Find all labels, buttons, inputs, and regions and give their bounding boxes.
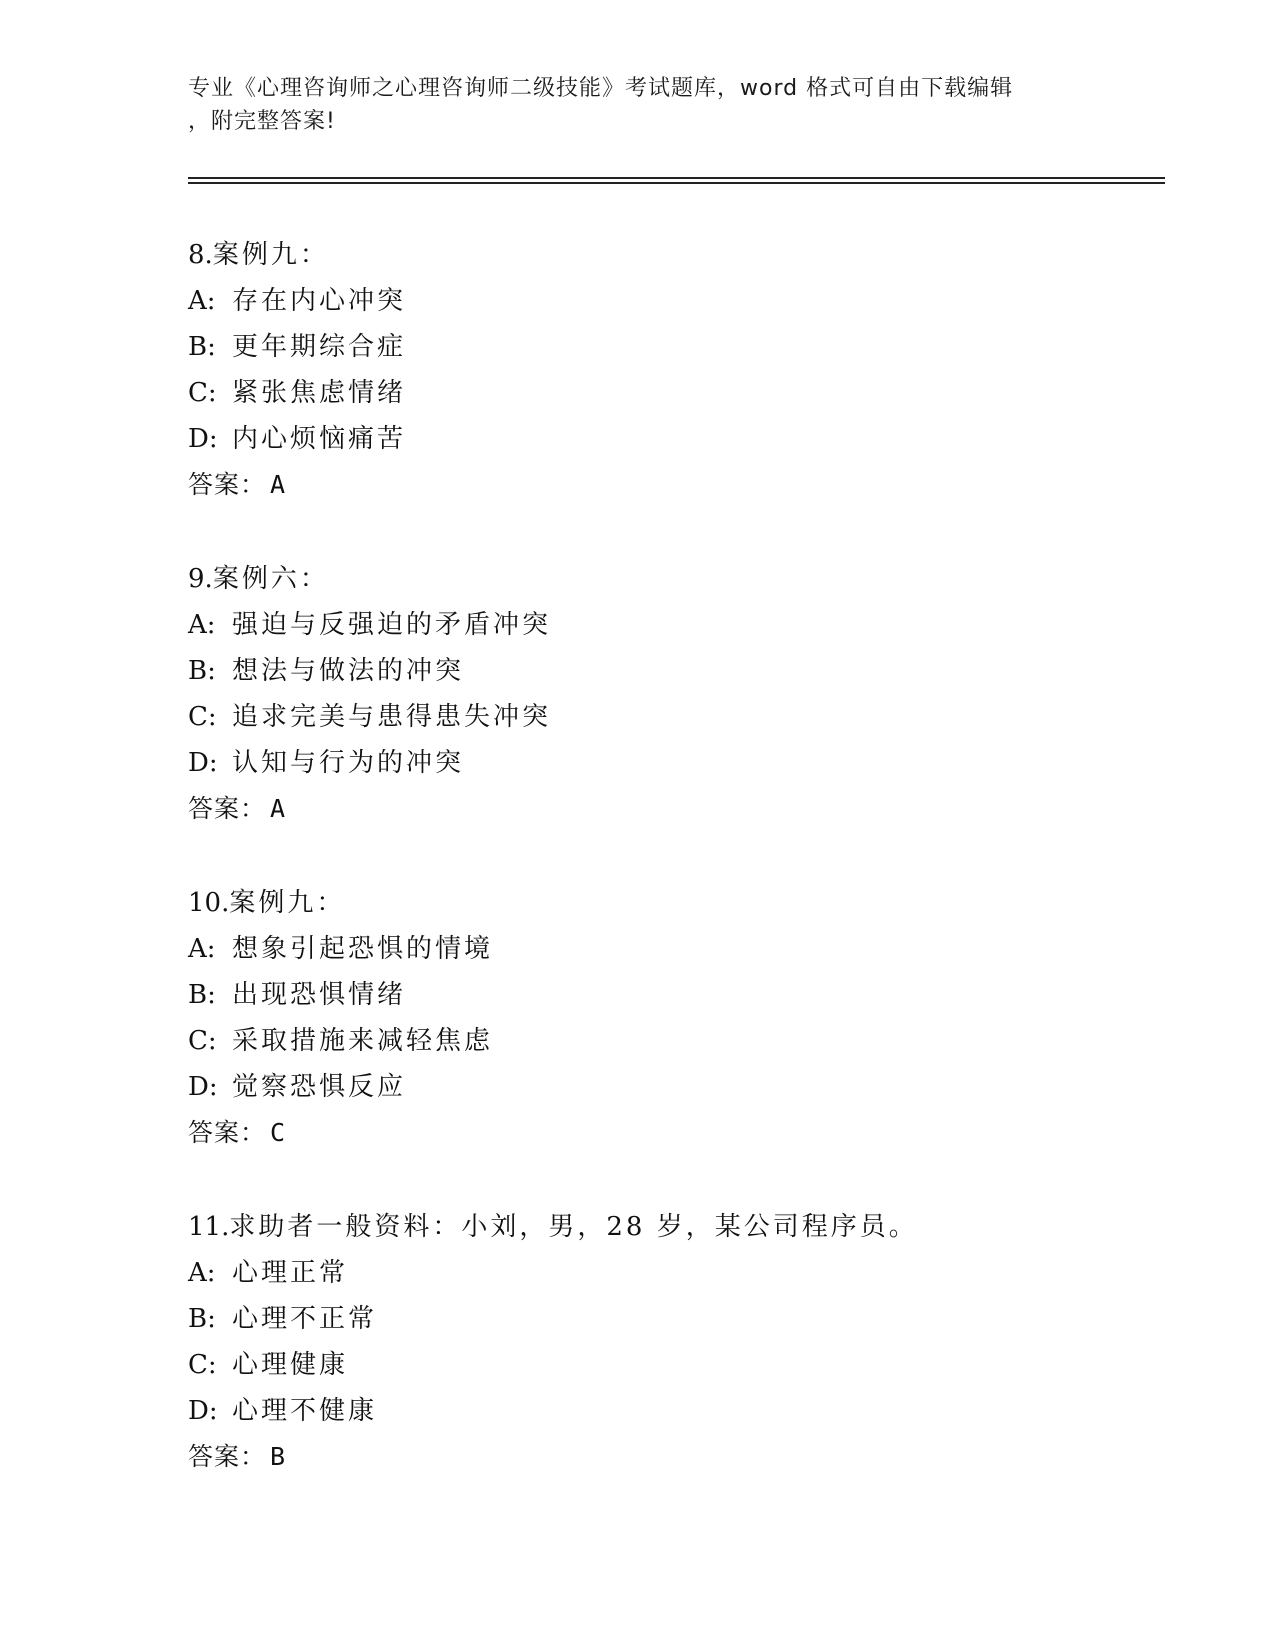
option-text: 出现恐惧情绪 [232, 980, 407, 1010]
option-text: 紧张焦虑情绪 [232, 378, 407, 408]
option-a [188, 278, 1138, 324]
question-number: 9. [188, 564, 213, 594]
answer-value: B [270, 1442, 287, 1471]
header-divider-top [188, 177, 1165, 179]
question-number: 8. [188, 240, 213, 270]
answer-value: A [270, 794, 287, 823]
option-text: 心理不正常 [232, 1304, 378, 1334]
option-key: A: [188, 610, 216, 640]
question-text: 案例九： [212, 240, 329, 270]
question-list [188, 232, 1138, 1528]
answer-label: 答案： [188, 1442, 267, 1471]
answer-label: 答案： [188, 794, 267, 823]
option-a [188, 926, 1138, 972]
option-text: 想法与做法的冲突 [232, 656, 465, 686]
option-text: 采取措施来减轻焦虑 [232, 1026, 494, 1056]
option-text: 觉察恐惧反应 [232, 1072, 407, 1102]
option-b [188, 648, 1138, 694]
header-title-line-2: ，附完整答案! [188, 109, 336, 134]
question-stem [188, 880, 1138, 926]
answer-line [188, 462, 1138, 508]
question-text: 案例九： [229, 888, 346, 918]
option-text: 想象引起恐惧的情境 [232, 934, 494, 964]
option-key: D: [188, 1072, 218, 1102]
option-key: C: [188, 378, 217, 408]
option-c [188, 370, 1138, 416]
question-11 [188, 1204, 1138, 1480]
option-key: A: [188, 934, 216, 964]
option-c [188, 1342, 1138, 1388]
option-key: B: [188, 1304, 216, 1334]
option-key: C: [188, 1350, 217, 1380]
answer-line [188, 1110, 1138, 1156]
option-key: B: [188, 656, 216, 686]
option-key: A: [188, 286, 216, 316]
option-key: D: [188, 1396, 218, 1426]
answer-line [188, 1434, 1138, 1480]
option-b [188, 972, 1138, 1018]
answer-label: 答案： [188, 470, 267, 499]
option-text: 追求完美与患得患失冲突 [232, 702, 552, 732]
header-title-line-1: 专业《心理咨询师之心理咨询师二级技能》考试题库，word 格式可自由下载编辑 [188, 76, 1014, 101]
question-number: 11. [188, 1212, 230, 1242]
option-key: C: [188, 1026, 217, 1056]
question-stem [188, 556, 1138, 602]
option-key: B: [188, 332, 216, 362]
question-8 [188, 232, 1138, 508]
question-number: 10. [188, 888, 230, 918]
option-a [188, 1250, 1138, 1296]
option-key: C: [188, 702, 217, 732]
option-c [188, 694, 1138, 740]
answer-line [188, 786, 1138, 832]
option-text: 心理不健康 [232, 1396, 378, 1426]
option-key: A: [188, 1258, 216, 1288]
option-a [188, 602, 1138, 648]
question-9 [188, 556, 1138, 832]
question-text: 求助者一般资料：小刘，男，28 岁，某公司程序员。 [229, 1212, 918, 1242]
option-text: 更年期综合症 [232, 332, 407, 362]
question-text: 案例六： [212, 564, 329, 594]
option-b [188, 324, 1138, 370]
option-c [188, 1018, 1138, 1064]
option-d [188, 1388, 1138, 1434]
question-10 [188, 880, 1138, 1156]
option-text: 心理健康 [232, 1350, 349, 1380]
document-header [188, 72, 1088, 138]
option-d [188, 1064, 1138, 1110]
question-stem [188, 1204, 1138, 1250]
option-text: 存在内心冲突 [232, 286, 407, 316]
option-text: 心理正常 [232, 1258, 349, 1288]
answer-label: 答案： [188, 1118, 267, 1147]
option-b [188, 1296, 1138, 1342]
option-key: D: [188, 424, 218, 454]
answer-value: A [270, 470, 287, 499]
option-text: 强迫与反强迫的矛盾冲突 [232, 610, 552, 640]
header-divider-bottom [188, 182, 1165, 184]
option-d [188, 416, 1138, 462]
option-key: D: [188, 748, 218, 778]
option-d [188, 740, 1138, 786]
question-stem [188, 232, 1138, 278]
option-text: 认知与行为的冲突 [232, 748, 465, 778]
answer-value: C [270, 1118, 287, 1147]
option-key: B: [188, 980, 216, 1010]
option-text: 内心烦恼痛苦 [232, 424, 407, 454]
